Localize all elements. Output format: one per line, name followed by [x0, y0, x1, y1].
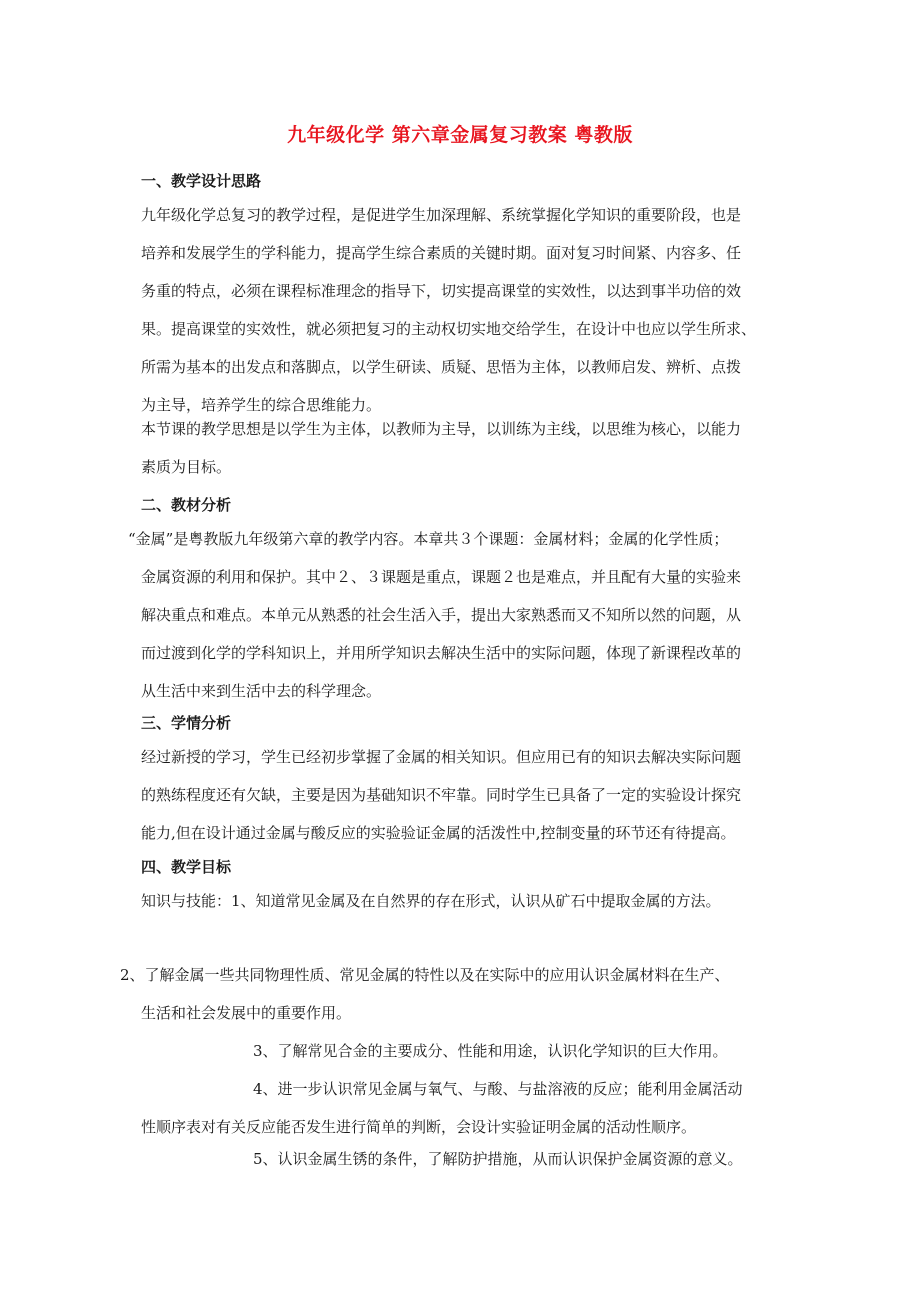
- text-line: 果。提高课堂的实效性，就必须把复习的主动权切实地交给学生，在设计中也应以学生所求、: [141, 320, 757, 338]
- section-heading-goals: 四、教学目标: [141, 858, 232, 876]
- text-line: 务重的特点，必须在课程标准理念的指导下，切实提高课堂的实效性，以达到事半功倍的效: [141, 282, 742, 300]
- text-line: “金属”是粤教版九年级第六章的教学内容。本章共３个课题：金属材料；金属的化学性质；: [128, 530, 729, 548]
- section-heading-materials: 二、教材分析: [141, 496, 232, 514]
- goal-4: [141, 1070, 781, 1146]
- text-line: 培养和发展学生的学科能力，提高学生综合素质的关键时期。面对复习时间紧、内容多、任: [141, 244, 742, 262]
- goal-3: [253, 1032, 781, 1070]
- text-line: 知识与技能：1、知道常见金属及在自然界的存在形式，认识从矿石中提取金属的方法。: [141, 892, 721, 910]
- text-line: 本节课的教学思想是以学生为主体，以教师为主导，以训练为主线，以思维为核心，以能力: [141, 420, 742, 438]
- text-line: 4、进一步认识常见金属与氧气、与酸、与盐溶液的反应；能利用金属活动: [253, 1080, 743, 1098]
- paragraph-design: [141, 196, 781, 424]
- goal-5: [253, 1140, 781, 1178]
- text-line: 经过新授的学习，学生已经初步掌握了金属的相关知识。但应用已有的知识去解决实际问题: [141, 748, 742, 766]
- text-line: 素质为目标。: [141, 458, 232, 476]
- text-line: 的熟练程度还有欠缺，主要是因为基础知识不牢靠。同时学生已具备了一定的实验设计探究: [141, 786, 742, 804]
- goal-1: [141, 882, 781, 920]
- section-heading-learners: 三、学情分析: [141, 714, 232, 732]
- section-heading-design: 一、教学设计思路: [141, 172, 262, 190]
- text-line: 解决重点和难点。本单元从熟悉的社会生活入手，提出大家熟悉而又不知所以然的问题，从: [141, 606, 742, 624]
- paragraph-learners: [141, 738, 781, 852]
- text-line: 而过渡到化学的学科知识上，并用所学知识去解决生活中的实际问题，体现了新课程改革的: [141, 644, 742, 662]
- text-line: 性顺序表对有关反应能否发生进行简单的判断，会设计实验证明金属的活动性顺序。: [141, 1118, 697, 1136]
- paragraph-materials: [128, 520, 781, 710]
- paragraph-philosophy: [141, 410, 781, 486]
- text-line: 5、认识金属生锈的条件，了解防护措施，从而认识保护金属资源的意义。: [253, 1150, 743, 1168]
- text-line: 金属资源的利用和保护。其中２、３课题是重点，课题２也是难点，并且配有大量的实验来: [141, 568, 742, 586]
- text-line: 所需为基本的出发点和落脚点，以学生研读、质疑、思悟为主体，以教师启发、辨析、点拨: [141, 358, 742, 376]
- page-title: 九年级化学 第六章金属复习教案 粤教版: [287, 124, 633, 146]
- text-line: 2、了解金属一些共同物理性质、常见金属的特性以及在实际中的应用认识金属材料在生产、: [120, 966, 730, 984]
- text-line: 生活和社会发展中的重要作用。: [141, 1004, 352, 1022]
- text-line: 为主导，培养学生的综合思维能力。: [141, 396, 382, 414]
- text-line: 从生活中来到生活中去的科学理念。: [141, 682, 382, 700]
- text-line: 九年级化学总复习的教学过程，是促进学生加深理解、系统掌握化学知识的重要阶段，也是: [141, 206, 742, 224]
- text-line: 能力,但在设计通过金属与酸反应的实验验证金属的活泼性中,控制变量的环节还有待提高。: [141, 824, 736, 842]
- text-line: 3、了解常见合金的主要成分、性能和用途，认识化学知识的巨大作用。: [253, 1042, 728, 1060]
- goal-2: [120, 956, 781, 1032]
